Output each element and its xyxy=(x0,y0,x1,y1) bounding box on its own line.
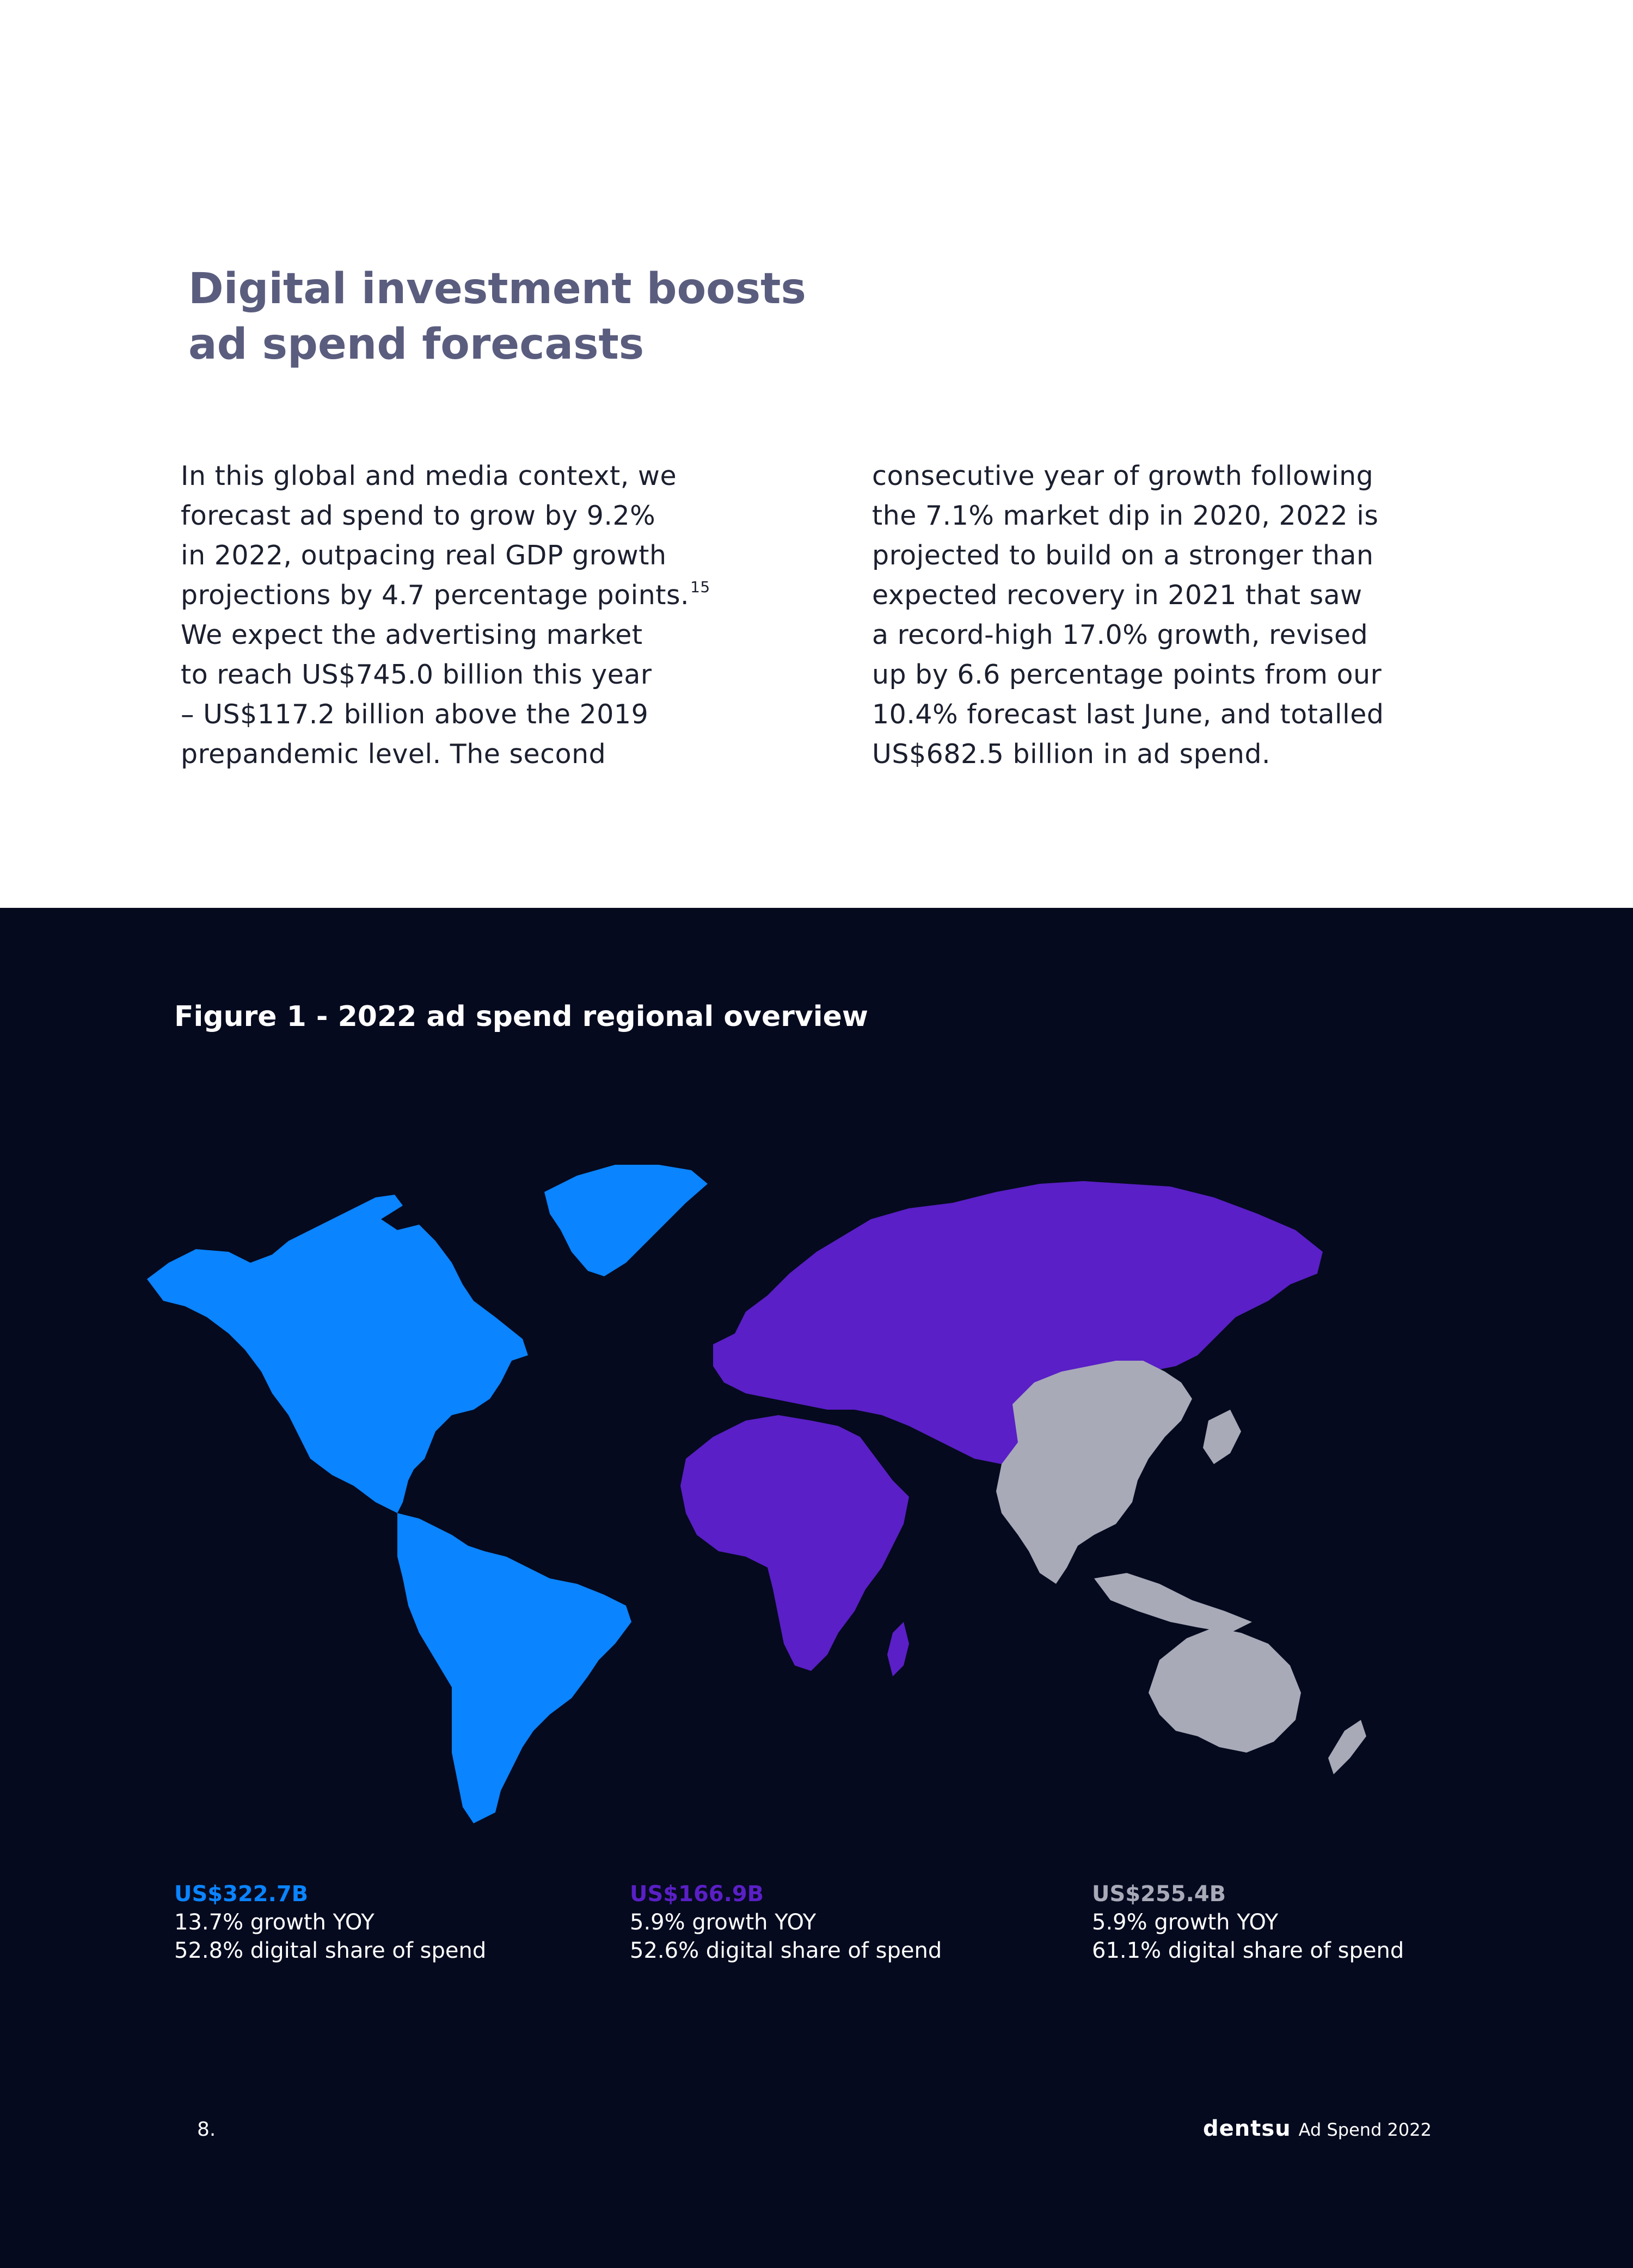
body-line: a record-high 17.0% growth, revised xyxy=(872,619,1368,650)
body-line: forecast ad spend to grow by 9.2% xyxy=(181,500,656,531)
map-region-apac xyxy=(996,1361,1366,1774)
body-line: the 7.1% market dip in 2020, 2022 is xyxy=(872,500,1379,531)
body-line: We expect the advertising market xyxy=(181,619,643,650)
footnote-reference[interactable]: 15 xyxy=(690,578,710,596)
footer-brand xyxy=(1203,2116,1432,2141)
region-stat-emea xyxy=(630,1880,942,1965)
report-name: Ad Spend 2022 xyxy=(1298,2119,1432,2140)
body-line: consecutive year of growth following xyxy=(872,460,1374,491)
region-digital-share: 61.1% digital share of spend xyxy=(1092,1938,1404,1963)
page-number: 8. xyxy=(197,2118,216,2141)
headline-line: Digital investment boosts xyxy=(188,265,806,314)
region-digital-share: 52.8% digital share of spend xyxy=(174,1938,487,1963)
region-growth: 5.9% growth YOY xyxy=(630,1910,816,1935)
region-amount: US$255.4B xyxy=(1092,1882,1226,1907)
page-top-section xyxy=(0,0,1633,908)
headline-line: ad spend forecasts xyxy=(188,320,644,369)
map-region-americas xyxy=(147,1165,708,1823)
body-line: projected to build on a stronger than xyxy=(872,540,1374,571)
body-column-left xyxy=(181,456,785,774)
figure-title: Figure 1 - 2022 ad spend regional overview xyxy=(174,1000,868,1033)
body-line: up by 6.6 percentage points from our xyxy=(872,659,1382,690)
body-line: prepandemic level. The second xyxy=(181,739,606,770)
body-column-right xyxy=(872,456,1476,774)
body-line: in 2022, outpacing real GDP growth xyxy=(181,540,667,571)
body-line: expected recovery in 2021 that saw xyxy=(872,580,1362,611)
region-growth: 13.7% growth YOY xyxy=(174,1910,375,1935)
headline xyxy=(188,261,896,372)
body-line-with-footnote xyxy=(181,575,785,615)
region-stat-apac xyxy=(1092,1880,1404,1965)
brand-logo: dentsu xyxy=(1203,2116,1291,2141)
body-line-text: projections by 4.7 percentage points. xyxy=(181,580,690,611)
body-line: US$682.5 billion in ad spend. xyxy=(872,739,1271,770)
body-line: – US$117.2 billion above the 2019 xyxy=(181,699,649,730)
region-digital-share: 52.6% digital share of spend xyxy=(630,1938,942,1963)
region-stat-americas xyxy=(174,1880,486,1965)
body-line: 10.4% forecast last June, and totalled xyxy=(872,699,1384,730)
body-line: to reach US$745.0 billion this year xyxy=(181,659,652,690)
region-amount: US$322.7B xyxy=(174,1882,309,1907)
region-growth: 5.9% growth YOY xyxy=(1092,1910,1279,1935)
world-map xyxy=(147,1154,1437,1829)
region-amount: US$166.9B xyxy=(630,1882,764,1907)
body-line: In this global and media context, we xyxy=(181,460,677,491)
